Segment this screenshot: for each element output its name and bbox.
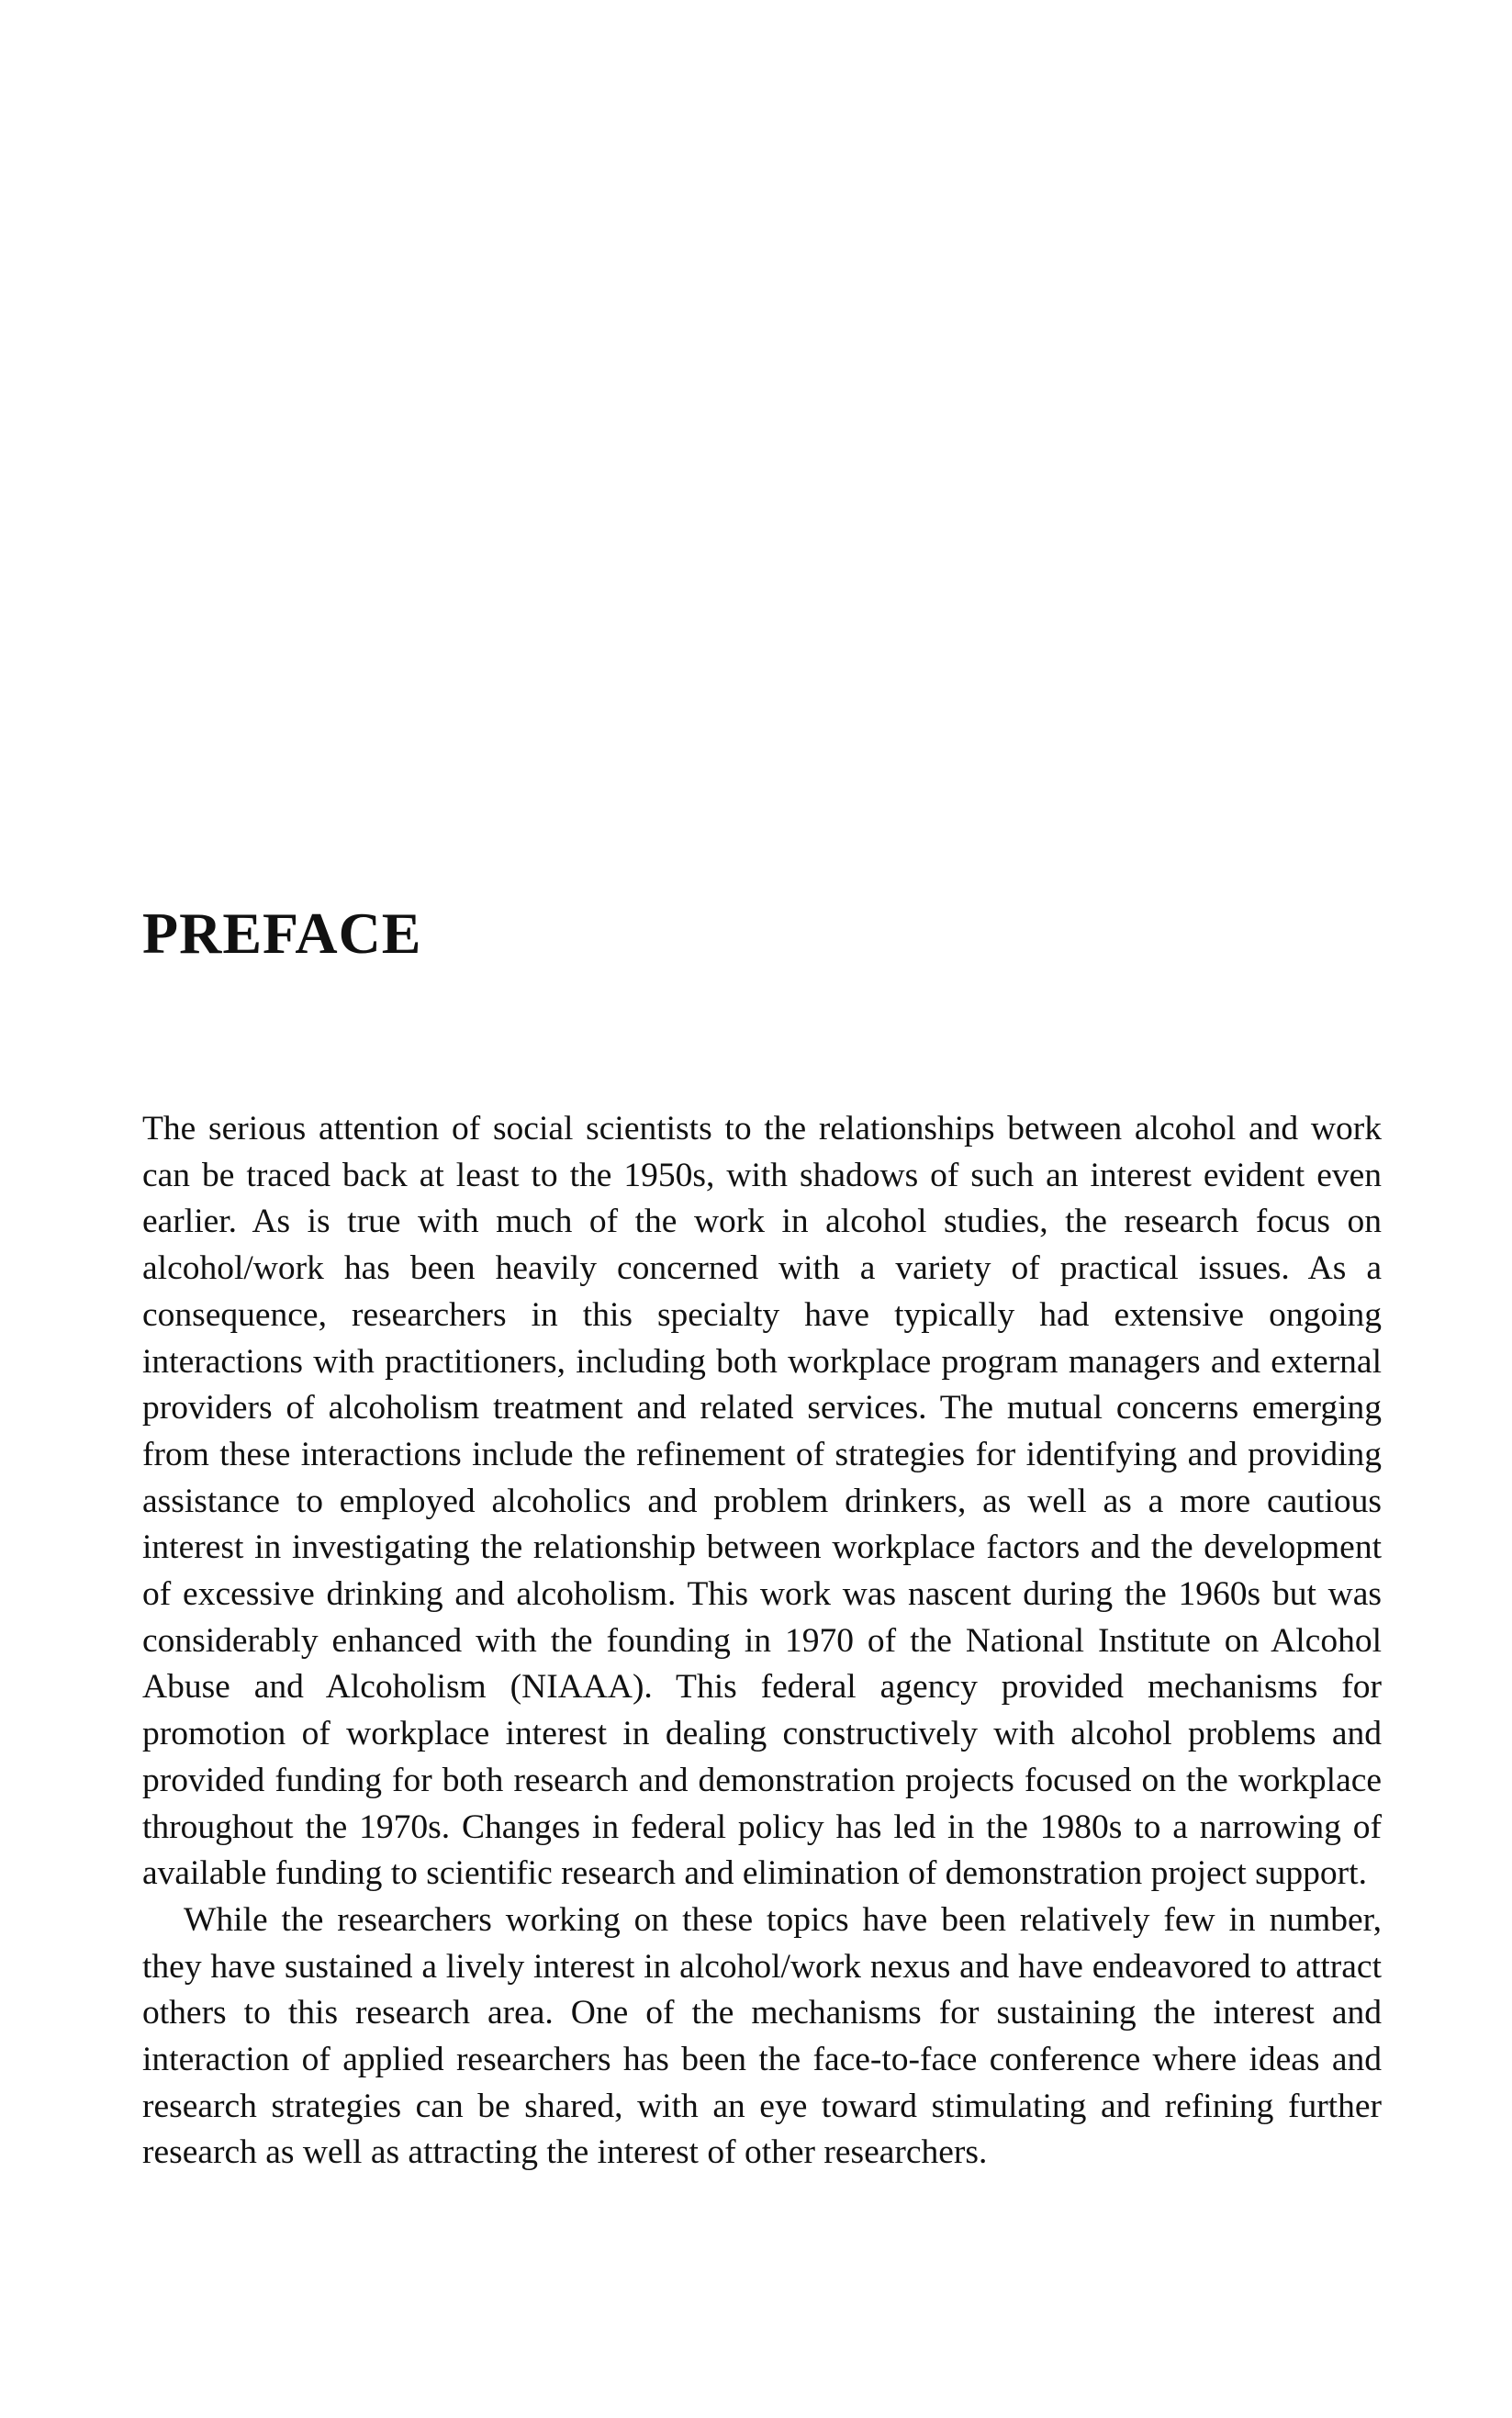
page-title: PREFACE <box>142 901 422 966</box>
paragraph-1: The serious attention of social scientists to the relationships between alcohol and work can be traced back at least to the 1950s, with shadows of such an interest evident even earlier. As is true with much of the work in alcohol studies, the research focus on alcohol/work has been heavily concerned with a variety of practical issues. As a consequence, researchers in this specialty have typically had extensive ongoing interactions with practitioners, including both workplace program managers and external providers of alcoholism treatment and related services. The mutual concerns emerging from these interactions include the refinement of strategies for identifying and providing assistance to employed alcoholics and problem drinkers, as well as a more cautious interest in investigating the relationship between workplace factors and the development of excessive drinking and alcoholism. This work was nascent during the 1960s but was considerably enhanced with the founding in 1970 of the National Institute on Alcohol Abuse and Alcoholism (NIAAA). This federal agency provided mechanisms for promotion of workplace interest in dealing constructively with alcohol problems and provided funding for both research and demonstration projects focused on the workplace throughout the 1970s. Changes in federal policy has led in the 1980s to a narrowing of available funding to scientific research and elimination of demonstration project support. <box>142 1110 1382 1893</box>
preface-body <box>142 1106 1382 2177</box>
paragraph-2: While the researchers working on these topics have been relatively few in number, they have sustained a lively interest in alcohol/work nexus and have endeavored to attract others to this research area. One of the mechanisms for sustaining the interest and interaction of applied researchers has been the face-to-face conference where ideas and research strategies can be shared, with an eye toward stimulating and refining further research as well as attracting the interest of other researchers. <box>142 1900 1382 2172</box>
